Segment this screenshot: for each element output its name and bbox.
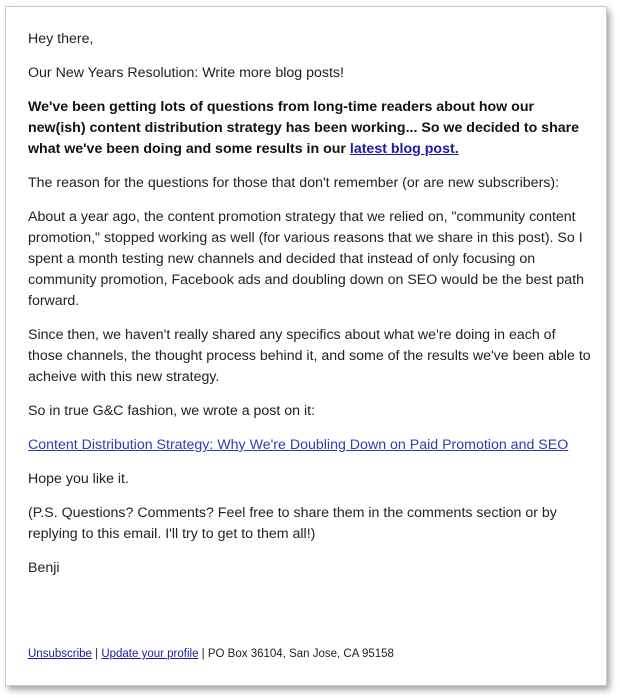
resolution-line: Our New Years Resolution: Write more blog posts! (28, 65, 344, 81)
content-distribution-post-link[interactable]: Content Distribution Strategy: Why We're Doubling Down on Paid Promotion and SEO (28, 437, 569, 453)
bold-intro-text: We've been getting lots of questions from long-time readers about how our new(ish) content distribution strategy has been working... So we decided to share what we've been doing and some results in our (28, 99, 580, 157)
reason-paragraph: The reason for the questions for those that don't remember (or are new subscribers): (28, 175, 560, 191)
footer-separator: | (91, 648, 102, 660)
fashion-line: So in true G&C fashion, we wrote a post on it: (28, 403, 316, 419)
greeting: Hey there, (28, 31, 94, 47)
unsubscribe-link[interactable]: Unsubscribe (28, 648, 92, 660)
since-then-paragraph: Since then, we haven't really shared any specifics about what we're doing in each of those channels, the thought process behind it, and some of the results we've been able to acheive with this new strategy. (28, 327, 591, 385)
email-card (5, 6, 607, 686)
ps-paragraph: (P.S. Questions? Comments? Feel free to share them in the comments section or by replying to this email. I'll try to get to them all!) (28, 505, 557, 542)
year-ago-paragraph: About a year ago, the content promotion strategy that we relied on, "community content promotion," stopped working as well (for various reasons that we share in this post). So I spent a month testing new channels and decided that instead of only focusing on community promotion, Facebook ads and doubling down on SEO would be the best path forward. (28, 209, 585, 309)
bold-intro-paragraph (28, 97, 593, 160)
footer-separator: | (198, 648, 208, 660)
footer-address: PO Box 36104, San Jose, CA 95158 (207, 648, 394, 660)
email-body (28, 29, 593, 592)
signature: Benji (28, 560, 60, 576)
latest-blog-post-link[interactable]: latest blog post. (349, 141, 459, 157)
hope-line: Hope you like it. (28, 471, 129, 487)
post-link-paragraph (28, 435, 593, 456)
email-footer (28, 648, 394, 660)
update-profile-link[interactable]: Update your profile (101, 648, 199, 660)
